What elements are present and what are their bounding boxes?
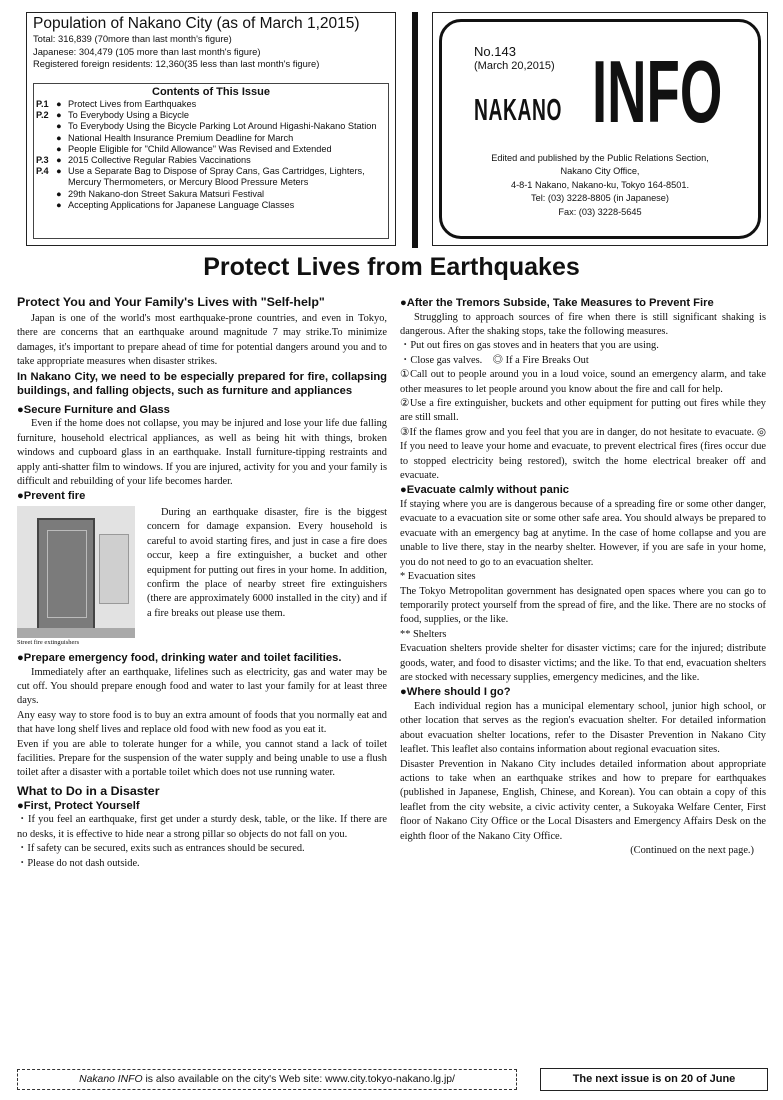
paragraph-after-1: Struggling to approach sources of fire when there is still significant shaking is dangerous. After the shaking stops, take the following measures. <box>400 311 766 337</box>
logo-info: INFO <box>592 42 723 141</box>
population-box <box>26 12 396 246</box>
paragraph-first-3: ・Please do not dash outside. <box>17 857 140 869</box>
paragraph-shelters: Evacuation shelters provide shelter for disaster victims; care for the injured; distribute goods, water, and food to disaster victims; and the like. To that end, evacuation shelters are stocked with necessary supplies, emergency medicines, and the like. <box>400 643 766 683</box>
population-foreign: Registered foreign residents: 12,360(35 less than last month's figure) <box>33 58 320 69</box>
population-figures <box>27 33 395 71</box>
credit-line: Tel: (03) 3228-8805 (in Japanese) <box>531 193 669 204</box>
bullet-icon: ● <box>56 166 62 177</box>
emphasis-paragraph: In Nakano City, we need to be especially prepared for fire, collapsing buildings, and falling objects, such as furniture and appliances <box>17 370 387 398</box>
contents-box <box>33 83 389 239</box>
fire-section <box>17 506 387 647</box>
masthead-credits <box>442 152 758 219</box>
paragraph-after-3: ・Close gas valves. ◎ If a Fire Breaks Out <box>400 354 589 366</box>
photo-caption: Street fire extinguishers <box>17 639 80 647</box>
section-heading-disaster: What to Do in a Disaster <box>17 783 160 798</box>
toc-item: ● 29th Nakano-don Street Sakura Matsuri Festival <box>56 188 265 199</box>
paragraph-evacuation-sites: The Tokyo Metropolitan government has designated open spaces where you can go to temporarily protect yourself from the spread of fire, and the like. There are no stocks of food, supplies, or the like. <box>400 585 766 626</box>
paragraph-where-2: Disaster Prevention in Nakano City includes detailed information about appropriate actions to take when an earthquake strikes and how to prepare for earthquakes (published in Japanese, English, Chinese, and Korean). You can obtain a copy of this leaflet from the city website, a civic activity center, a Sukoyaka Welfare Center, First floor of Nakano City Office or the Local Disasters and Emergency Affairs Desk on the eighth floor of the Nakano City Office. <box>400 758 766 842</box>
intro-paragraph: Japan is one of the world's most earthquake-prone countries, and even in Tokyo, there are concerns that an earthquake around magnitude 7 may strike.To minimize damages, it's important to prepare ahead of time for potential dangers around you and to take appropriate measures when disaster strikes. <box>17 313 387 368</box>
bullet-icon: ● <box>56 143 62 154</box>
credit-line: 4-8-1 Nakano, Nakano-ku, Tokyo 164-8501. <box>510 179 690 190</box>
bullet-icon: ● <box>56 188 62 199</box>
fire-extinguisher-photo <box>17 506 135 638</box>
bullet-icon: ● <box>56 99 62 109</box>
toc-item: ● To Everybody Using the Bicycle Parking Lot Around Higashi-Nakano Station <box>56 121 377 132</box>
label-evacuation-sites: * Evacuation sites <box>400 571 476 583</box>
paragraph-evacuate: If staying where you are is dangerous because of a spreading fire or some other danger, evacuate to a evacuation site or some other safe area. You should always be prepared to evacuate with an emergency bag at anytime. In the case of home collapse and you are unable to live there, stay in the nearby shelter. However, if you are safe in your home, you do not need to go to an evacuation shelter. <box>400 499 766 568</box>
page-title: Protect Lives from Earthquakes <box>203 253 580 281</box>
issue-number: No.143 <box>474 44 516 59</box>
website-brand: Nakano INFO <box>79 1074 143 1085</box>
masthead-frame <box>439 19 761 239</box>
website-text: is also available on the city's Web site: www.city.tokyo-nakano.lg.jp/ <box>142 1074 455 1085</box>
paragraph-secure: Even if the home does not collapse, you may be injured and lose your life due falling furniture, household electrical appliances, as well as being hit with things, broken windows and cupboard glass in an earthquake. Install furniture-tipping restraints and apply anti-shatter film to windows. If you are injured, activity for you and your family is difficult and rebuilding of your life becomes harder. <box>17 418 387 488</box>
subheading-where: ●Where should I go? <box>400 686 511 699</box>
paragraph-first-1: ・If you feel an earthquake, first get under a sturdy desk, table, or the like. If there are no desks, it is effective to hide near a strong pillar so objects do not fall on you. <box>17 814 387 840</box>
contents-title: Contents of This Issue <box>152 86 270 98</box>
bullet-icon: ● <box>56 199 62 210</box>
toc-item: ● People Eligible for "Child Allowance" Was Revised and Extended <box>56 143 332 154</box>
toc-item: P.2 ● To Everybody Using a Bicycle <box>36 110 190 121</box>
paragraph-after-2: ・Put out fires on gas stoves and in heaters that you are using. <box>400 340 659 352</box>
subheading-first: ●First, Protect Yourself <box>17 799 140 812</box>
paragraph-after-6: ③If the flames grow and you feel that you are in danger, do not hesitate to evacuate. ◎ If you need to leave your home and evacuate, to prevent electrical fires (fires occur due to stopped electricity being restored), switch the home electrical breaker off and evacuate. <box>400 426 766 482</box>
paragraph-food-1: Immediately after an earthquake, lifelines such as electricity, gas and water may be cut off. You should prepare enough food and water to last your family for at least three days. <box>17 666 387 707</box>
paragraph-food-2: Any easy way to store food is to buy an extra amount of foods that you normally eat and that have long shelf lives and replace old food with new food as you eat it. <box>17 709 387 736</box>
logo-nakano: NAKANO <box>474 92 563 127</box>
subheading-food: ●Prepare emergency food, drinking water and toilet facilities. <box>17 652 342 665</box>
photo-figure <box>17 506 137 647</box>
toc-item: P.1 ● Protect Lives from Earthquakes <box>36 99 197 109</box>
right-column <box>400 296 766 858</box>
subheading-after: ●After the Tremors Subside, Take Measures to Prevent Fire <box>400 297 714 309</box>
bullet-icon: ● <box>56 132 62 143</box>
population-japanese: Japanese: 304,479 (105 more than last month's figure) <box>33 45 261 57</box>
toc-item: ● National Health Insurance Premium Deadline for March <box>56 132 294 143</box>
bullet-icon: ● <box>56 121 62 132</box>
credit-line: Edited and published by the Public Relations Section, <box>491 153 709 163</box>
label-shelters: ** Shelters <box>400 628 447 640</box>
issue-date: (March 20,2015) <box>474 60 555 72</box>
population-total: Total: 316,839 (70more than last month's figure) <box>33 33 232 44</box>
credit-line: Fax: (03) 3228-5645 <box>558 206 642 217</box>
paragraph-fire: During an earthquake disaster, fire is the biggest concern for damage expansion. Every household is careful to avoid starting fires, and just in case a fire does occur, keep a fire extinguisher, a bucket and other equipment for putting out fires in your home. In addition, confirm the place of nearby street fire extinguishers (there are approximately 6000 installed in the city) and if a fire breaks out please use them. <box>147 507 387 619</box>
masthead <box>432 12 768 246</box>
website-notice <box>17 1069 517 1090</box>
paragraph-first-2: ・If safety can be secured, exits such as entrances should be secured. <box>17 843 305 855</box>
subheading-fire: ●Prevent fire <box>17 490 86 503</box>
section-heading: Protect You and Your Family's Lives with "Self-help" <box>17 295 325 309</box>
population-title: Population of Nakano City (as of March 1,2015) <box>33 15 360 32</box>
continued-note: (Continued on the next page.) <box>630 845 754 856</box>
subheading-evacuate: ●Evacuate calmly without panic <box>400 484 570 497</box>
paragraph-food-3: Even if you are able to tolerate hunger for a while, you cannot stand a lack of toilet facilities. Prepare for the suspension of the water supply and being unable to use a flush toilet after a disaster with a portable toilet which does not use running water. <box>17 738 387 779</box>
toc-item: ● Accepting Applications for Japanese Language Classes <box>56 199 295 210</box>
vertical-divider <box>412 12 418 248</box>
subheading-secure: ●Secure Furniture and Glass <box>17 403 170 416</box>
bullet-icon: ● <box>56 155 62 166</box>
toc-item: P.3 ● 2015 Collective Regular Rabies Vaccinations <box>36 155 251 166</box>
paragraph-where-1: Each individual region has a municipal elementary school, junior high school, or other location that serves as the region's evacuation shelter. For detailed information about evacuation shelter locations, refer to the Disaster Prevention in Nakano City leaflet. This leaflet also contains information about regional evacuation sites. <box>400 700 766 756</box>
paragraph-after-5: ②Use a fire extinguisher, buckets and other equipment for putting out fires while they are still small. <box>400 398 766 424</box>
left-column <box>17 294 387 871</box>
credit-line: Nakano City Office, <box>560 166 640 177</box>
toc-item: P.4 ● Use a Separate Bag to Dispose of Spray Cans, Gas Cartridges, Lighters, Mercury Thermometers, or Mercury Blood Pressure Meters <box>36 166 365 188</box>
next-issue-notice: The next issue is on 20 of June <box>540 1068 768 1091</box>
paragraph-after-4: ①Call out to people around you in a loud voice, sound an emergency alarm, and take other measures to let people around you know about the fire and call for help. <box>400 369 766 395</box>
bullet-icon: ● <box>56 110 62 121</box>
